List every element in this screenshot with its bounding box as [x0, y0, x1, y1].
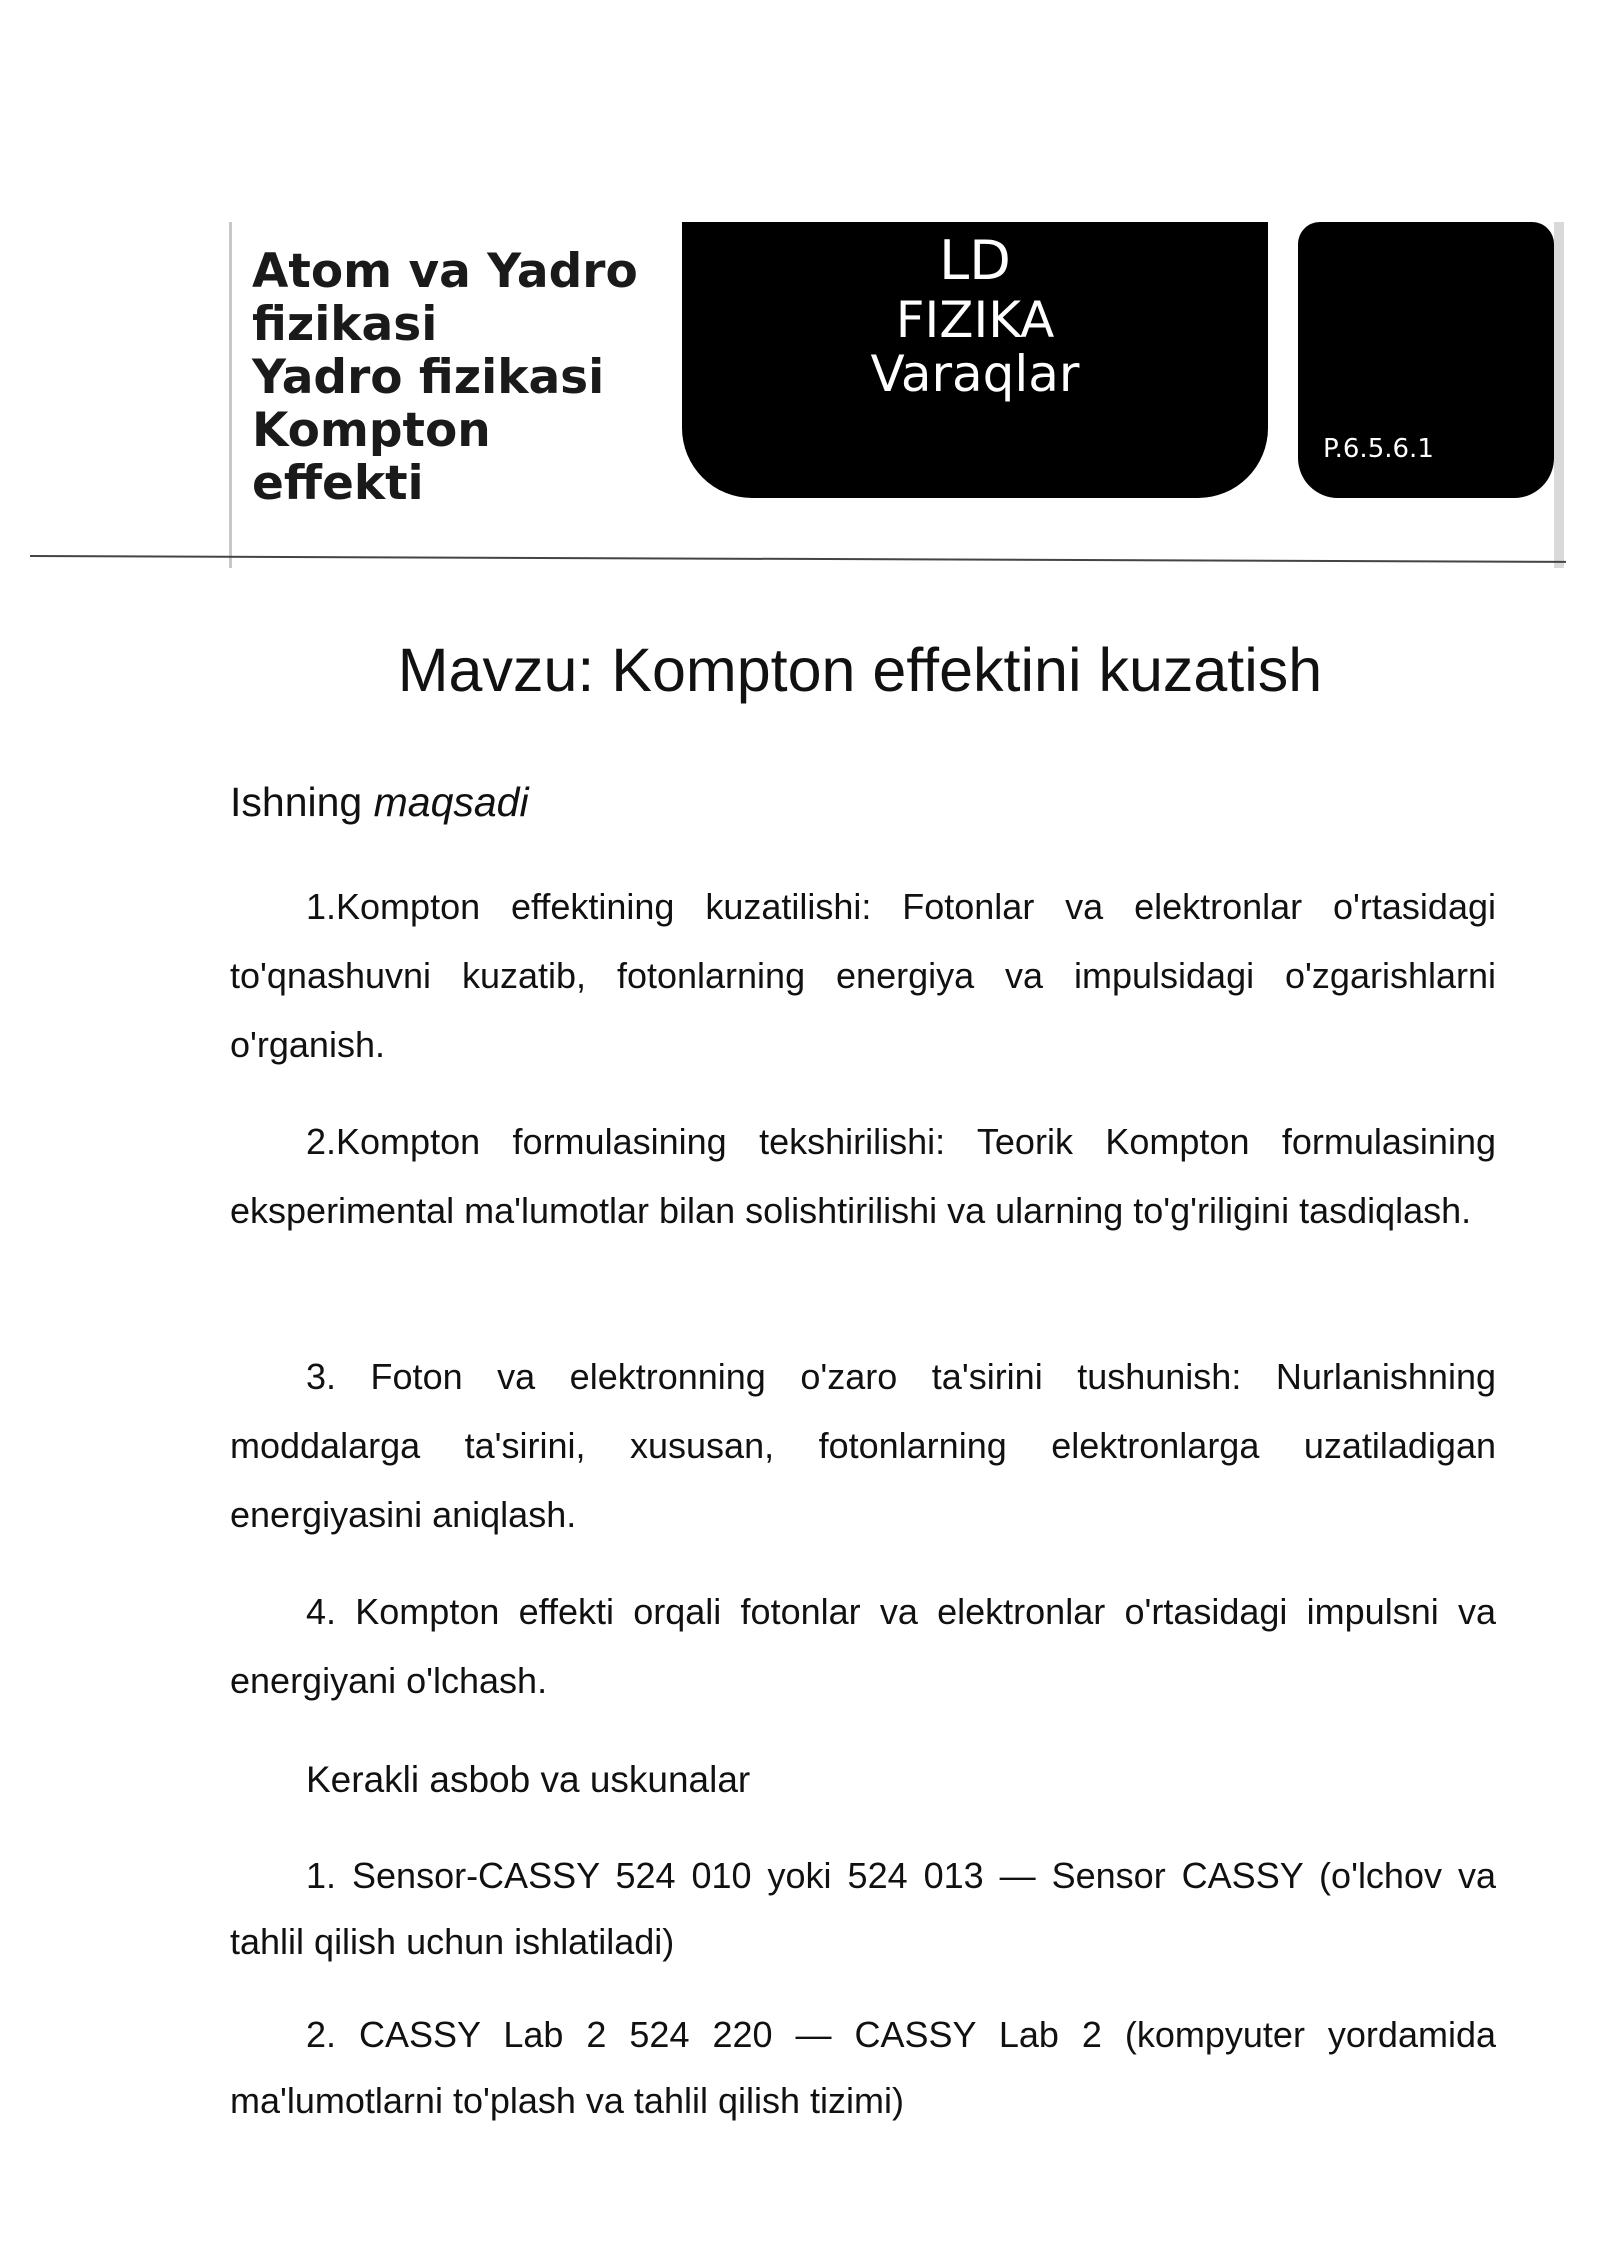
- header-right-rule: [1554, 222, 1564, 568]
- header-subject-line: Yadro fizikasi: [252, 350, 605, 405]
- brand-varaqlar: Varaqlar: [870, 345, 1080, 403]
- aim-heading: [230, 772, 529, 832]
- equipment-heading: Kerakli asbob va uskunalar: [306, 1759, 751, 1800]
- aim-item: 1.Kompton effektining kuzatilishi: Fotonlar va elektronlar o'rtasidagi to'qnashuvni kuzatib, fotonlarning energiya va impulsidagi o'zgarishlarni o'rganish.: [230, 886, 1496, 1065]
- header-left-rule: [229, 222, 232, 568]
- page-title: Mavzu: Kompton effektini kuzatish: [397, 636, 1323, 704]
- header-divider: [30, 555, 1566, 563]
- aim-item: 2.Kompton formulasining tekshirilishi: Teorik Kompton formulasining eksperimental ma'lumotlar bilan solishtirilishi va ularning to'g'riligini tasdiqlash.: [230, 1121, 1496, 1231]
- header-subject-line: fizikasi: [252, 297, 438, 352]
- header-subject-line: effekti: [252, 456, 424, 511]
- header-subject: [252, 245, 692, 510]
- header-subject-line: Atom va Yadro: [252, 244, 638, 299]
- aim-heading-italic: maqsadi: [373, 779, 529, 825]
- brand-fizika: FIZIKA: [895, 291, 1055, 349]
- aim-heading-plain: Ishning: [230, 779, 374, 825]
- document-code: P.6.5.6.1: [1323, 434, 1434, 464]
- brand-ld: LD: [939, 229, 1011, 292]
- aim-item: 3. Foton va elektronning o'zaro ta'sirini tushunish: Nurlanishning moddalarga ta'sirini, xususan, fotonlarning elektronlarga uzatiladigan energiyasini aniqlash.: [230, 1356, 1496, 1535]
- header-code-box: [1298, 222, 1554, 498]
- aim-item: 4. Kompton effekti orqali fotonlar va elektronlar o'rtasidagi impulsni va energiyani o'lchash.: [230, 1591, 1496, 1701]
- equipment-item: 1. Sensor-CASSY 524 010 yoki 524 013 — Sensor CASSY (o'lchov va tahlil qilish uchun ishlatiladi): [230, 1855, 1496, 1962]
- header-subject-line: Kompton: [252, 403, 491, 458]
- equipment-item: 2. CASSY Lab 2 524 220 — CASSY Lab 2 (kompyuter yordamida ma'lumotlarni to'plash va tahlil qilish tizimi): [230, 2014, 1496, 2121]
- header-brand-box: [682, 222, 1268, 498]
